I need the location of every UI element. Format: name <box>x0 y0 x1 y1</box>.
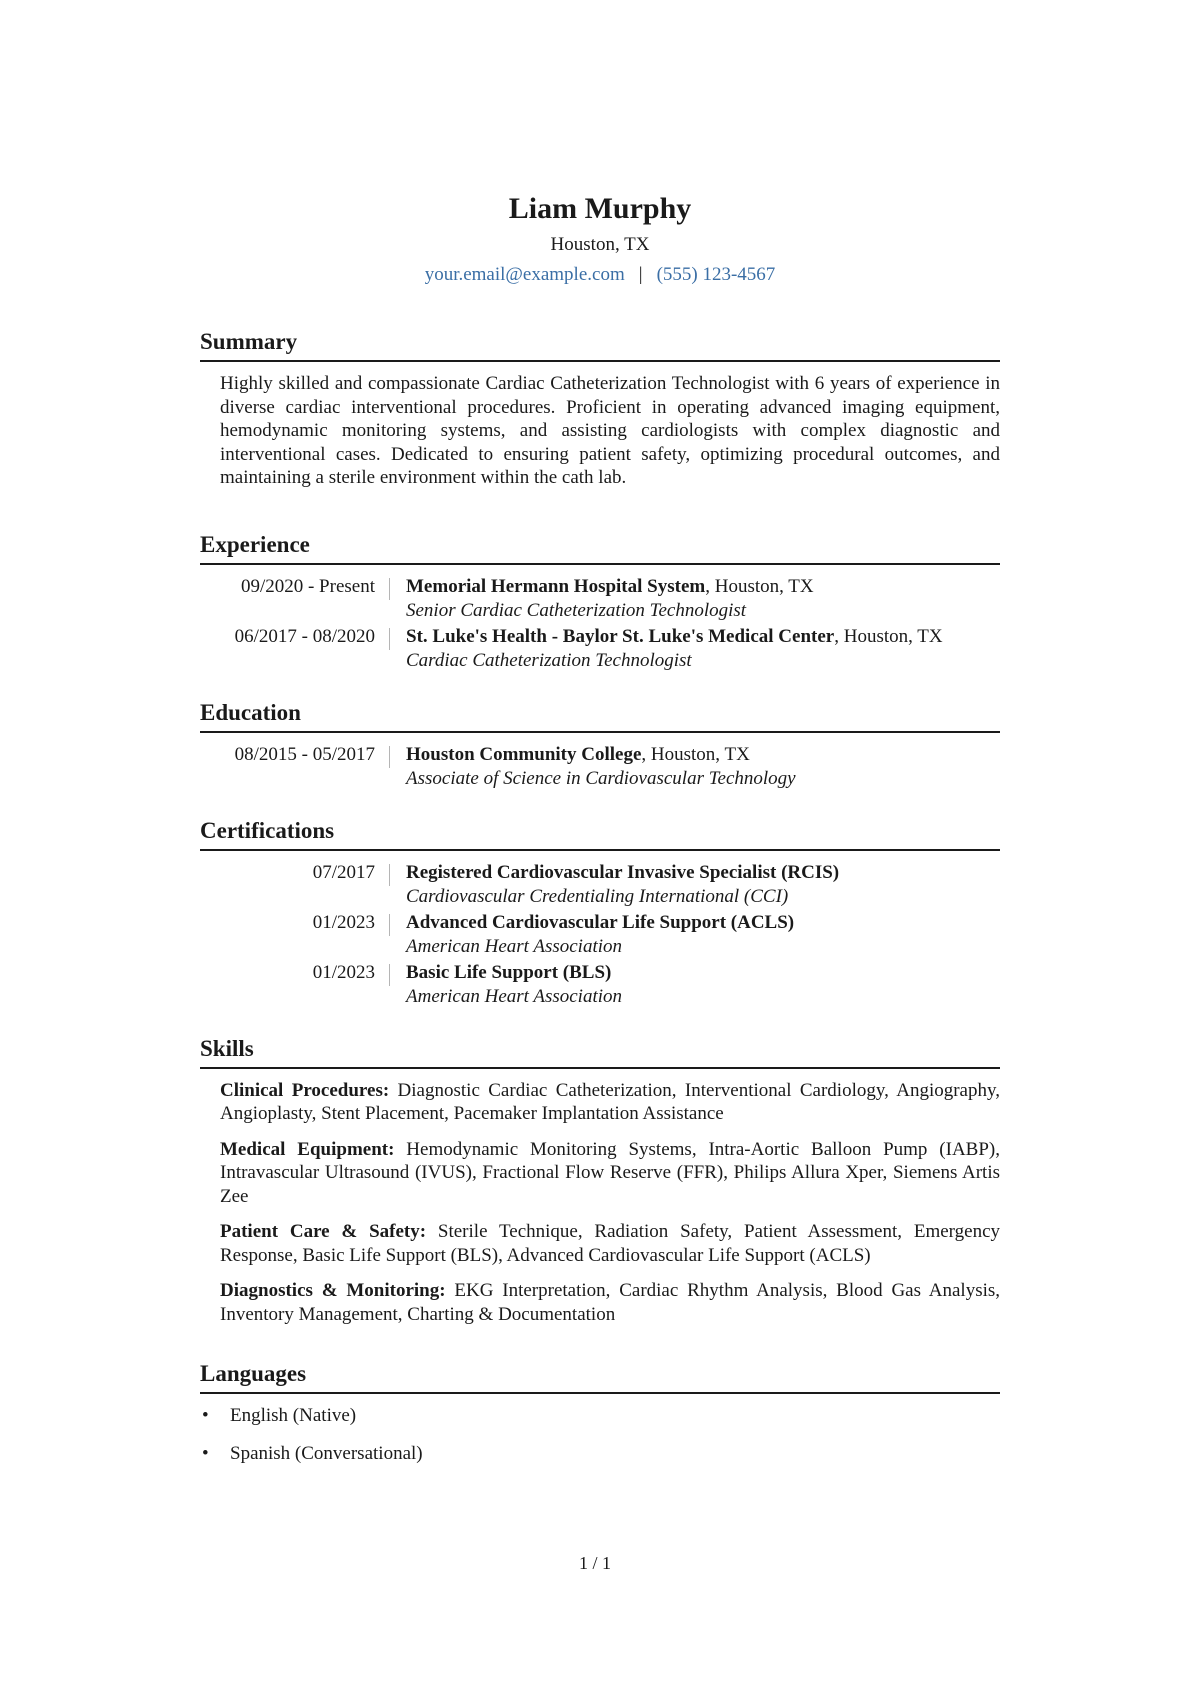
certification-entry <box>200 861 1000 909</box>
section-title-summary: Summary <box>200 328 1000 362</box>
certifications-list <box>200 861 1000 1009</box>
entry-body <box>390 861 839 909</box>
resume-header <box>200 190 1000 288</box>
skill-group <box>220 1079 1000 1126</box>
skills-list <box>220 1079 1000 1327</box>
entry-date: 07/2017 <box>312 861 375 883</box>
email-link[interactable]: your.email@example.com <box>424 264 625 285</box>
entry-location: , Houston, TX <box>641 743 750 765</box>
section-title-certifications: Certifications <box>200 817 1000 851</box>
entry-date: 01/2023 <box>312 961 375 983</box>
entry-title <box>406 861 839 885</box>
entry-title <box>406 961 622 985</box>
resume-page <box>200 190 1000 1480</box>
entry-date: 06/2017 - 08/2020 <box>234 625 375 647</box>
entry-degree: Associate of Science in Cardiovascular Technology <box>406 767 796 789</box>
entry-role: Cardiac Catheterization Technologist <box>406 649 692 671</box>
entry-body <box>390 961 622 1009</box>
language-label: Spanish (Conversational) <box>230 1443 423 1464</box>
entry-body <box>390 575 814 623</box>
candidate-name: Liam Murphy <box>508 192 692 225</box>
entry-title <box>406 743 796 767</box>
skill-group <box>220 1138 1000 1209</box>
experience-entry <box>200 625 1000 673</box>
experience-entry <box>200 575 1000 623</box>
experience-section <box>200 531 1000 673</box>
education-section <box>200 699 1000 791</box>
skill-text: Diagnostic Cardiac Catheterization, Interventional Cardiology, Angiography, Angioplasty, Stent Placement, Pacemaker Implantation Assistance <box>220 1079 1000 1124</box>
skill-label: Medical Equipment: <box>220 1138 395 1160</box>
page-number: 1 / 1 <box>578 1553 611 1573</box>
entry-body <box>390 911 794 959</box>
phone-link[interactable]: (555) 123-4567 <box>656 264 776 285</box>
summary-text: Highly skilled and compassionate Cardiac Catheterization Technologist with 6 years of experience in diverse cardiac interventional procedures. Proficient in operating advanced imaging equipment, hemodynamic monitoring systems, and assisting cardiologists with complex diagnostic and interventional cases. Dedicated to ensuring patient safety, optimizing procedural outcomes, and maintaining a sterile environment within the cath lab. <box>220 373 1000 488</box>
section-title-skills: Skills <box>200 1035 1000 1069</box>
certification-name: Advanced Cardiovascular Life Support (ACLS) <box>406 911 795 933</box>
entry-org: St. Luke's Health - Baylor St. Luke's Medical Center <box>406 625 835 647</box>
candidate-location: Houston, TX <box>550 234 650 255</box>
certification-issuer: American Heart Association <box>406 935 623 957</box>
contact-line <box>200 262 1000 288</box>
bullet-icon: • <box>202 1405 209 1426</box>
section-title-languages: Languages <box>200 1360 1000 1394</box>
certification-issuer: American Heart Association <box>406 985 623 1007</box>
certification-entry <box>200 911 1000 959</box>
section-title-experience: Experience <box>200 531 1000 565</box>
contact-separator: | <box>638 264 643 285</box>
entry-body <box>390 625 943 673</box>
entry-title <box>406 911 794 935</box>
list-item <box>200 1404 1000 1428</box>
certification-issuer: Cardiovascular Credentialing International (CCI) <box>406 885 789 907</box>
languages-list <box>200 1404 1000 1466</box>
language-label: English (Native) <box>230 1405 357 1426</box>
experience-list <box>200 575 1000 673</box>
languages-section <box>200 1360 1000 1466</box>
entry-location: , Houston, TX <box>834 625 943 647</box>
bullet-icon: • <box>202 1443 209 1464</box>
list-item <box>200 1442 1000 1466</box>
entry-org: Houston Community College <box>406 743 642 765</box>
skill-group <box>220 1279 1000 1326</box>
entry-date: 01/2023 <box>312 911 375 933</box>
certification-name: Registered Cardiovascular Invasive Specialist (RCIS) <box>406 861 840 883</box>
skill-text: EKG Interpretation, Cardiac Rhythm Analysis, Blood Gas Analysis, Inventory Management, Charting & Documentation <box>220 1280 1001 1325</box>
education-entry <box>200 743 1000 791</box>
certifications-section <box>200 817 1000 1009</box>
skills-section <box>200 1035 1000 1327</box>
certification-entry <box>200 961 1000 1009</box>
skill-label: Clinical Procedures: <box>220 1079 390 1101</box>
section-title-education: Education <box>200 699 1000 733</box>
skill-group <box>220 1220 1000 1267</box>
entry-org: Memorial Hermann Hospital System <box>406 575 706 597</box>
skill-label: Diagnostics & Monitoring: <box>220 1280 446 1301</box>
entry-date: 09/2020 - Present <box>240 575 375 597</box>
entry-date: 08/2015 - 05/2017 <box>234 743 375 765</box>
entry-role: Senior Cardiac Catheterization Technologist <box>406 599 747 621</box>
entry-title <box>406 625 943 649</box>
entry-body <box>390 743 796 791</box>
entry-title <box>406 575 814 599</box>
certification-name: Basic Life Support (BLS) <box>406 961 612 983</box>
education-list <box>200 743 1000 791</box>
summary-section <box>200 328 1000 490</box>
entry-location: , Houston, TX <box>705 575 814 597</box>
skill-label: Patient Care & Safety: <box>220 1221 427 1242</box>
skill-text: Hemodynamic Monitoring Systems, Intra-Aortic Balloon Pump (IABP), Intravascular Ultrasound (IVUS), Fractional Flow Reserve (FFR), Philips Allura Xper, Siemens Artis Zee <box>220 1138 1000 1207</box>
skill-text: Sterile Technique, Radiation Safety, Patient Assessment, Emergency Response, Basic Life Support (BLS), Advanced Cardiovascular Life Support (ACLS) <box>220 1221 1001 1266</box>
